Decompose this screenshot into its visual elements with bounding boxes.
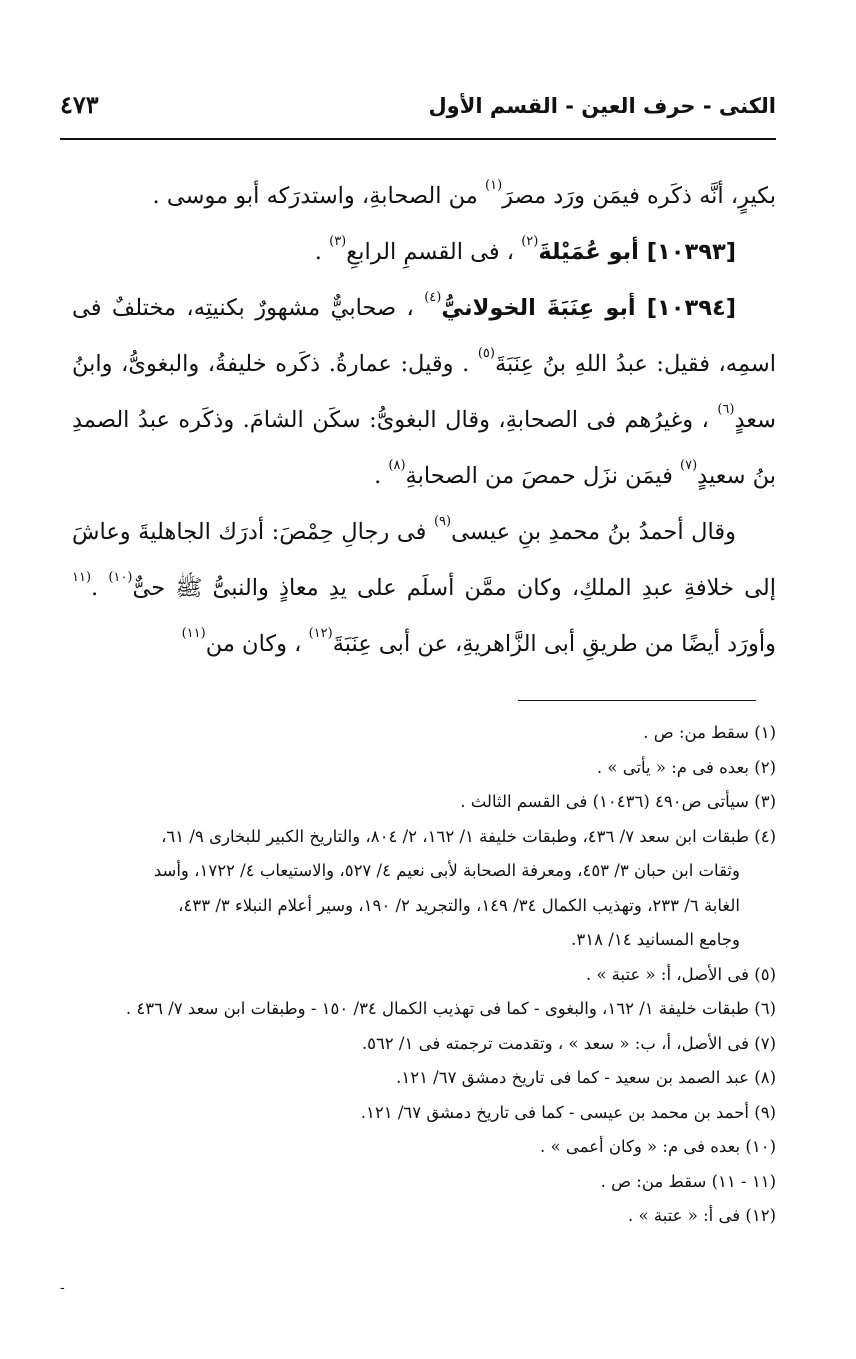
- footnote-12: (١٢) فى أ: « عتبة » .: [628, 1206, 776, 1225]
- footnote-ref: (١١: [72, 570, 92, 585]
- page-number: ٤٧٣: [60, 90, 99, 119]
- entry-number: [١٠٣٩٣]: [646, 239, 736, 265]
- entry-10393: [١٠٣٩٣] أبو عُمَيْلةَ$^{(٢)}$ ، فى القسمِ الرابعِ$^{(٣)}$ .: [314, 234, 736, 265]
- footnote-ref: (٣): [329, 234, 347, 249]
- entry-10394: [١٠٣٩٤] أبو عِنَبَةَ الخولانيُّ$^{(٤)}$ ، صحابيٌّ مشهورٌ بكنيتِه، مختلفٌ فى اسمِه، فقيل: عبدُ اللهِ بنُ عِنَبَةَ$^{(٥)}$ . وقيل: عمارةُ. ذكَره خليفةُ، والبغوىُّ، وابنُ سعدٍ$^{(٦)}$ ، وغيرُهم فى الصحابةِ، وقال البغوىُّ: سكَن الشامَ. وذكَره عبدُ الصمدِ بنُ سعيدٍ$^{(٧)}$ فيمَن نزَل حمصَ من الصحابةِ$^{(٨)}$ .: [72, 290, 776, 489]
- footnote-6: (٦) طبقات خليفة ١/ ١٦٢، والبغوى - كما فى تهذيب الكمال ٣٤/ ١٥٠ - وطبقات ابن سعد ٧/ ٤٣٦ .: [125, 999, 776, 1018]
- footnote-4-line-3: الغابة ٦/ ٢٣٣، وتهذيب الكمال ٣٤/ ١٤٩، والتجريد ٢/ ١٩٠، وسير أعلام النبلاء ٣/ ٤٣٣،: [178, 895, 740, 915]
- footnote-4-line-4: وجامع المسانيد ١٤/ ٣١٨.: [571, 930, 740, 949]
- paragraph-ahmad: وقال أحمدُ بنُ محمدِ بنِ عيسى$^{(٩)}$ فى رجالِ حِمْصَ: أدرَك الجاهليةَ وعاشَ إلى خلافةِ عبدِ الملكِ، وكان ممَّن أسلَم على يدِ معاذٍ والنبىُّ ﷺ حىٌّ$^{(١٠)}$ .$^{(١١}$ وأورَد أيضًا من طريقِ أبى الزَّاهريةِ، عن أبى عِنَبَةَ$^{(١٢)}$ ، وكان من$^{(١١)}$: [72, 514, 776, 657]
- footnote-2: (٢) بعده فى م: « يأتى » .: [596, 757, 776, 777]
- footnote-4-line-2: وثقات ابن حبان ٣/ ٤٥٣، ومعرفة الصحابة لأبى نعيم ٤/ ٥٢٧، والاستيعاب ٤/ ١٧٢٢، وأسد: [153, 861, 740, 880]
- main-text: [72, 168, 776, 672]
- footnote-ref: (٥): [477, 346, 495, 361]
- header-title: الكنى - حرف العين - القسم الأول: [428, 94, 776, 118]
- footnotes: [72, 716, 776, 1234]
- footnote-ref: (٦): [717, 402, 735, 417]
- paragraph-continuation: بكيرٍ، أنَّه ذكَره فيمَن ورَد مصرَ$^{(١)}$ من الصحابةِ، واستدرَكه أبو موسى .: [152, 178, 776, 209]
- footnote-10: (١٠) بعده فى م: « وكان أعمى » .: [540, 1137, 776, 1156]
- footnote-9: (٩) أحمد بن محمد بن عيسى - كما فى تاريخ دمشق ٦٧/ ١٢١.: [360, 1102, 776, 1122]
- footnote-ref: (٧): [680, 458, 698, 473]
- footnote-3: (٣) سيأتى ص٤٩٠ (١٠٤٣٦) فى القسم الثالث .: [460, 792, 776, 811]
- footnote-separator: [518, 700, 756, 701]
- footnote-ref: (٤): [424, 290, 442, 305]
- running-header: [60, 90, 776, 130]
- footnote-ref: (٩): [433, 514, 452, 529]
- footnote-ref: (١٢): [308, 626, 333, 641]
- footnote-4: (٤) طبقات ابن سعد ٧/ ٤٣٦، وطبقات خليفة ١/ ١٦٢، ٢/ ٨٠٤، والتاريخ الكبير للبخارى ٩/ ٦١،: [161, 826, 776, 846]
- footnote-5: (٥) فى الأصل، أ: « عتبة » .: [585, 964, 776, 984]
- footnote-ref: (١١): [181, 626, 206, 641]
- footnote-ref: (١٠): [108, 570, 133, 585]
- margin-mark: -: [60, 1280, 65, 1296]
- entry-number: [١٠٣٩٤]: [646, 295, 737, 321]
- footnote-8: (٨) عبد الصمد بن سعيد - كما فى تاريخ دمشق ٦٧/ ١٢١.: [396, 1068, 776, 1087]
- footnote-7: (٧) فى الأصل، أ، ب: « سعد » ، وتقدمت ترجمته فى ١/ ٥٦٢.: [361, 1033, 776, 1053]
- header-rule: [60, 138, 776, 140]
- entry-name: أبو عُمَيْلةَ: [538, 239, 647, 265]
- footnote-ref: (١): [485, 178, 503, 193]
- footnote-11: (١١ - ١١) سقط من: ص .: [600, 1171, 776, 1191]
- entry-name: أبو عِنَبَةَ الخولانيُّ: [441, 295, 647, 321]
- footnote-ref: (٢): [521, 234, 539, 249]
- footnote-1: (١) سقط من: ص .: [643, 723, 776, 742]
- footnote-ref: (٨): [388, 458, 406, 473]
